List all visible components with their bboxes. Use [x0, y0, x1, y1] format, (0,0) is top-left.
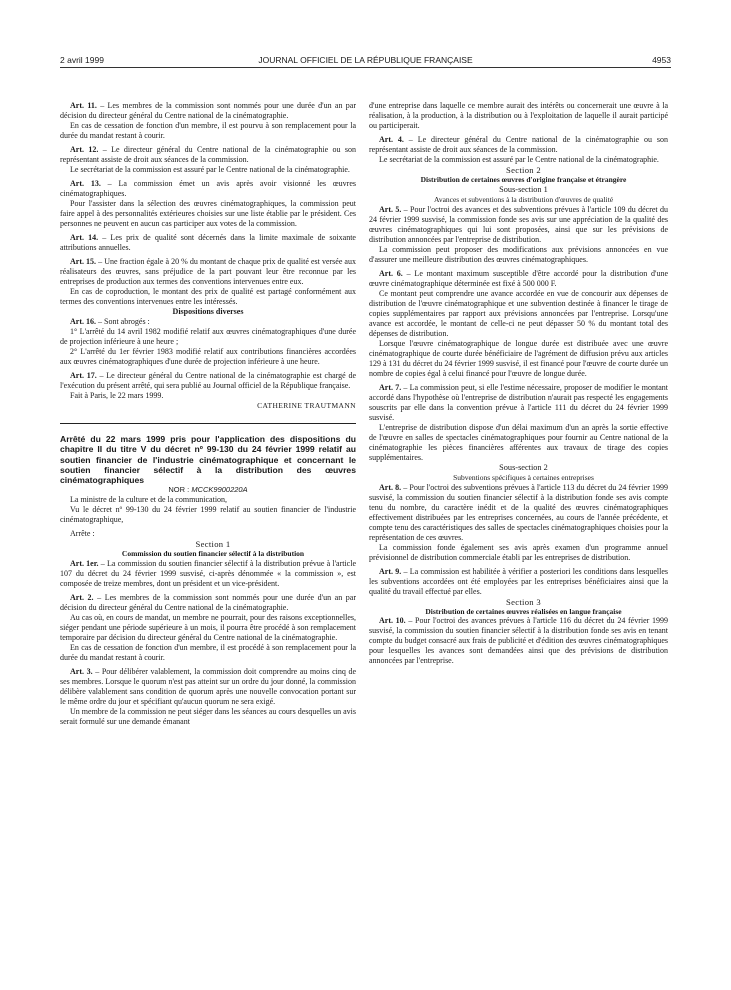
paragraph: Lorsque l'œuvre cinématographique de longue durée est distribuée avec une œuvre cinématographique de courte durée bénéficiaire de l'agrément de diffusion prévu aux articles 129 à 131 du décret du 24 février 1999 susvisé, il est financé pour l'œuvre de courte durée un nombre de copies égal à celui financé pour l'œuvre de longue durée.: [369, 338, 668, 378]
paragraph: La commission peut proposer des modifications aux prévisions annoncées en vue d'assurer une meilleure distribution des œuvres cinématographiques.: [369, 244, 668, 264]
paragraph: Un membre de la commission ne peut siéger dans les séances au cours desquelles un avis serait formulé sur une demande émanant: [60, 706, 356, 726]
article-2: Art. 2. – Les membres de la commission sont nommés pour une durée d'un an par décision du directeur général du Centre national de la cinématographie.: [60, 592, 356, 612]
paragraph: 2° L'arrêté du 1er février 1983 modifié relatif aux contributions financières accordées aux œuvres cinématographiques d'une durée de projection inférieure à une heure.: [60, 347, 356, 366]
section-divider: [60, 423, 356, 424]
paragraph: Le secrétariat de la commission est assuré par le Centre national de la cinématographie.: [379, 155, 659, 164]
article-10: Art. 10. – Pour l'octroi des avances prévues à l'article 116 du décret du 24 février 1999 susvisé, la commission du soutien financier sélectif à la distribution fonde ses avis en tenant compte du budget consacré aux frais de publicité et d'édition des œuvres cinématographiques pour lesquelles les avances sont demandées ainsi que des prévisions de distribution annoncées par l'entreprise.: [369, 616, 668, 665]
section-1-heading: Section 1: [195, 539, 231, 550]
ministre-line: La ministre de la culture et de la communication,: [70, 495, 228, 505]
section-2-heading: Section 2: [506, 165, 541, 175]
arrete-title: Arrêté du 22 mars 1999 pris pour l'application des dispositions du chapitre II du titre V du décret nº 99-130 du 24 février 1999 relatif au soutien financier de l'industrie cinématographique et concernant le soutien financier sélectif à la distribution des œuvres cinématographiques: [60, 434, 356, 486]
article-17: Art. 17. – Le directeur général du Centre national de la cinématographie est chargé de l'exécution du présent arrêté, qui sera publié au Journal officiel de la République française.: [60, 371, 356, 390]
paragraph: Pour l'assister dans la sélection des œuvres cinématographiques, la commission peut faire appel à des personnalités extérieures choisies sur une liste établie par le président. Ces personnes ne peuvent en aucun cas participer aux votes de la commission.: [60, 199, 356, 228]
arrete-label: Arrête :: [70, 529, 95, 539]
article-6: Art. 6. – Le montant maximum susceptible d'être accordé pour la distribution d'une œuvre cinématographique déterminée est fixé à 500 000 F.: [369, 268, 668, 288]
article-16: Art. 16. – Sont abrogés :: [70, 317, 150, 326]
header-date: 2 avril 1999: [60, 55, 104, 65]
nor-reference: NOR : MCCK9900220A: [168, 485, 248, 495]
article-8: Art. 8. – Pour l'octroi des subventions prévues à l'article 113 du décret du 24 février 1999 susvisé, la commission du soutien financier sélectif à la distribution fonde ses avis compte tenu du nombre, du caractère inédit et de la qualité des œuvres cinématographiques effectivement distribuées par les entreprises concernées, au cours de l'année précédente, et compte tenu des caractéristiques des salles de spectacles cinématographiques choisies pour la représentation de ces œuvres.: [369, 482, 668, 542]
section-3-title: Distribution de certaines œuvres réalisées en langue française: [425, 606, 622, 616]
subsection-2-heading: Sous-section 2: [499, 462, 548, 472]
article-13: Art. 13. – La commission émet un avis après avoir visionné les œuvres cinématographiques.: [60, 179, 356, 198]
continued-paragraph: d'une entreprise dans laquelle ce membre aurait des intérêts ou concernerait une œuvre à la réalisation, à la production, à la distribution ou à l'exploitation de laquelle il aurait participé ou participerait.: [369, 101, 668, 130]
subsection-1-heading: Sous-section 1: [499, 184, 548, 194]
paragraph: La commission fonde également ses avis après examen d'un programme annuel prévisionnel de distribution commerciale établi par les entreprises de distribution.: [369, 542, 668, 562]
article-9: Art. 9. – La commission est habilitée à vérifier a posteriori les conditions dans lesquelles les subventions accordées ont été employées par les entreprises bénéficiaires ainsi que la qualité du travail effectué par elles.: [369, 566, 668, 596]
paragraph: L'entreprise de distribution dispose d'un délai maximum d'un an après la sortie effective de l'œuvre en salles de spectacles cinématographiques pour fournir au Centre national de la cinématographie les pièces financières afférentes aux travaux de tirage des copies supplémentaires.: [369, 422, 668, 462]
paragraph: En cas de coproduction, le montant des prix de qualité est partagé conformément aux termes des conventions intervenues entre les intéressés.: [60, 287, 356, 306]
paragraph: En cas de cessation de fonction d'un membre, il est pourvu à son remplacement pour la durée du mandat restant à courir.: [60, 121, 356, 140]
left-column: [60, 101, 356, 727]
right-column: [369, 101, 668, 666]
section-2-title: Distribution de certaines œuvres d'origine française et étrangère: [420, 175, 627, 184]
article-15: Art. 15. – Une fraction égale à 20 % du montant de chaque prix de qualité est versée aux réalisateurs des œuvres, sans préjudice de la part pouvant leur être reconnue par les entreprises de production aux termes des conventions intervenues entre eux.: [60, 257, 356, 286]
section-3-heading: Section 3: [506, 596, 541, 607]
fait-a-paris: Fait à Paris, le 22 mars 1999.: [70, 391, 164, 400]
article-14: Art. 14. – Les prix de qualité sont décernés dans la limite maximale de soixante attributions annuelles.: [60, 233, 356, 252]
subsection-1-title: Avances et subventions à la distribution d'œuvres de qualité: [433, 194, 614, 204]
paragraph: Le secrétariat de la commission est assuré par le Centre national de la cinématographie.: [70, 165, 350, 174]
article-7: Art. 7. – La commission peut, si elle l'estime nécessaire, proposer de modifier le montant accordé dans l'hypothèse où l'entreprise de distribution n'aurait pas respecté les engagements souscrits par elle dans la convention prévue à l'article 111 du décret du 24 février 1999 susvisé.: [369, 382, 668, 422]
header-journal-title: JOURNAL OFFICIEL DE LA RÉPUBLIQUE FRANÇAISE: [258, 55, 473, 65]
article-12: Art. 12. – Le directeur général du Centre national de la cinématographie ou son représentant assiste de droit aux séances de la commission.: [60, 145, 356, 164]
dispositions-heading: Dispositions diverses: [172, 307, 244, 316]
subsection-2-title: Subventions spécifiques à certaines entreprises: [453, 472, 594, 482]
article-1: Art. 1er. – La commission du soutien financier sélectif à la distribution prévue à l'article 107 du décret du 24 février 1999 susvisé, ci-après dénommée « la commission », est composée de treize membres, dont un président et un vice-président.: [60, 558, 357, 588]
section-1-title: Commission du soutien financier sélectif à la distribution: [121, 549, 305, 559]
paragraph: 1° L'arrêté du 14 avril 1982 modifié relatif aux œuvres cinématographiques d'une durée de projection inférieure à une heure ;: [60, 327, 356, 346]
header-page-number: 4953: [652, 55, 671, 65]
header-rule: [60, 67, 671, 68]
article-4: Art. 4. – Le directeur général du Centre national de la cinématographie ou son représentant assiste de droit aux séances de la commission.: [369, 135, 668, 154]
signature: CATHERINE TRAUTMANN: [257, 401, 356, 410]
article-3: Art. 3. – Pour délibérer valablement, la commission doit comprendre au moins cinq de ses membres. Lorsque le quorum n'est pas atteint sur un ordre du jour donné, la commission délibère valablement sans condition de quorum après une nouvelle convocation portant sur le même ordre du jour et spécifiant qu'aucun quorum ne sera exigé.: [60, 666, 357, 706]
article-11: Art. 11. – Les membres de la commission sont nommés pour une durée d'un an par décision du directeur général du Centre national de la cinématographie.: [60, 101, 356, 120]
vu-line: Vu le décret nº 99-130 du 24 février 1999 relatif au soutien financier de l'industrie cinématographique,: [60, 505, 356, 525]
paragraph: Au cas où, en cours de mandat, un membre ne pourrait, pour des raisons exceptionnelles, siéger pendant une période supérieure à un mois, il pourra être procédé à son remplacement temporaire par décision du directeur général du Centre national de la cinématographie.: [60, 612, 356, 642]
paragraph: En cas de cessation de fonction d'un membre, il est procédé à son remplacement pour la durée du mandat restant à courir.: [60, 642, 356, 662]
article-5: Art. 5. – Pour l'octroi des avances et des subventions prévues à l'article 109 du décret du 24 février 1999 susvisé, la commission fonde ses avis sur une appréciation de la qualité des œuvres cinématographiques qui lui sont proposées, ainsi que sur les prévisions de distribution annoncées par l'entreprise de distribution.: [369, 204, 668, 244]
paragraph: Ce montant peut comprendre une avance accordée en vue de concourir aux dépenses de distribution de l'œuvre cinématographique et une subvention destinée à financer le tirage de copies supplémentaires par rapport aux prévisions annoncées par l'entreprise. Lorsqu'une avance est accordée, le montant de celle-ci ne peut dépasser 50 % du montant total des dépenses de distribution.: [369, 288, 668, 338]
